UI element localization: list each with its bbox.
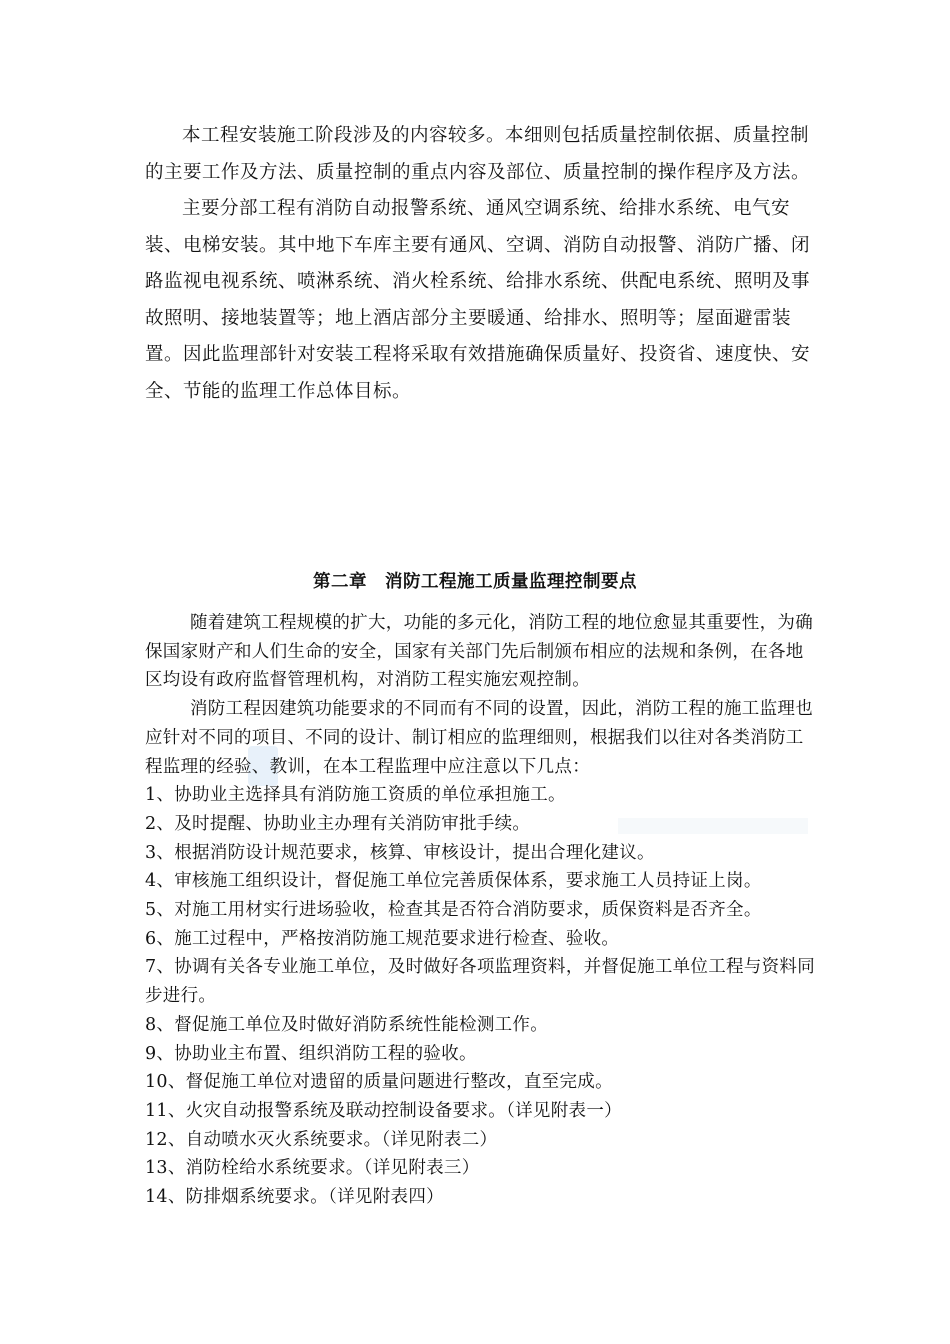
- requirements-list: [145, 781, 817, 1212]
- list-item: 14、防排烟系统要求。（详见附表四）: [145, 1187, 444, 1208]
- body-paragraph-2: 消防工程因建筑功能要求的不同而有不同的设置，因此，消防工程的施工监理也应针对不同的项目、不同的设计、制订相应的监理细则，根据我们以往对各类消防工程监理的经验、教训，在本工程监理中应注意以下几点：: [145, 699, 813, 777]
- chapter-title: 第二章 消防工程施工质量监理控制要点: [313, 571, 637, 592]
- chapter-body: [145, 609, 817, 1212]
- intro-section: [145, 118, 817, 410]
- list-item: 5、对施工用材实行进场验收，检查其是否符合消防要求，质保资料是否齐全。: [145, 900, 762, 921]
- list-item: 2、及时提醒、协助业主办理有关消防审批手续。: [145, 813, 531, 834]
- intro-paragraph-1: 本工程安装施工阶段涉及的内容较多。本细则包括质量控制依据、质量控制的主要工作及方法、质量控制的重点内容及部位、质量控制的操作程序及方法。: [145, 125, 811, 183]
- list-item: 10、督促施工单位对遗留的质量问题进行整改，直至完成。: [145, 1072, 613, 1093]
- list-item: 13、消防栓给水系统要求。（详见附表三）: [145, 1158, 480, 1179]
- list-item: 1、协助业主选择具有消防施工资质的单位承担施工。: [145, 785, 566, 806]
- list-item: 8、督促施工单位及时做好消防系统性能检测工作。: [145, 1014, 549, 1035]
- list-item: 9、协助业主布置、组织消防工程的验收。: [145, 1043, 477, 1064]
- list-item: 7、协调有关各专业施工单位，及时做好各项监理资料，并督促施工单位工程与资料同步进行。: [145, 957, 816, 1007]
- list-item: 11、火灾自动报警系统及联动控制设备要求。（详见附表一）: [145, 1100, 622, 1121]
- list-item: 4、审核施工组织设计，督促施工单位完善质保体系，要求施工人员持证上岗。: [145, 871, 762, 892]
- list-item: 12、自动喷水灭火系统要求。（详见附表二）: [145, 1129, 498, 1150]
- list-item: 6、施工过程中，严格按消防施工规范要求进行检查、验收。: [145, 928, 620, 949]
- body-paragraph-1: 随着建筑工程规模的扩大，功能的多元化，消防工程的地位愈显其重要性，为确保国家财产和人们生命的安全，国家有关部门先后制颁布相应的法规和条例，在各地区均设有政府监督管理机构，对消防工程实施宏观控制。: [145, 613, 813, 691]
- intro-paragraph-2: 主要分部工程有消防自动报警系统、通风空调系统、给排水系统、电气安装、电梯安装。其中地下车库主要有通风、空调、消防自动报警、消防广播、闭路监视电视系统、喷淋系统、消火栓系统、给排水系统、供配电系统、照明及事故照明、接地装置等；地上酒店部分主要暖通、给排水、照明等；屋面避雷装置。因此监理部针对安装工程将采取有效措施确保质量好、投资省、速度快、安全、节能的监理工作总体目标。: [145, 198, 811, 402]
- list-item: 3、根据消防设计规范要求，核算、审核设计，提出合理化建议。: [145, 842, 655, 863]
